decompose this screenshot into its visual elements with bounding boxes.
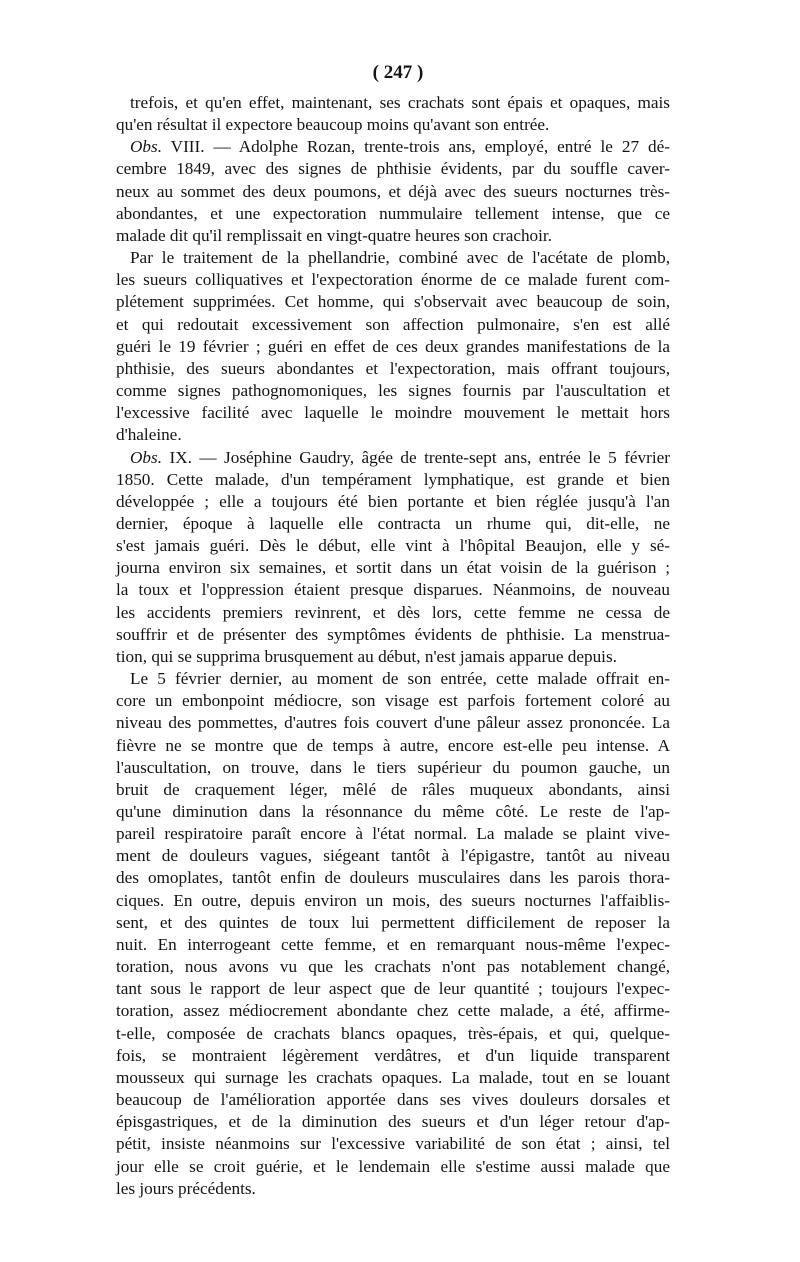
line-text: qu'une diminution dans la résonnance du même côté. Le reste de l'ap-: [116, 802, 670, 821]
text-line: [116, 158, 670, 180]
text-line: [116, 336, 670, 358]
line-text: toration, assez médiocrement abondante chez cette malade, a été, affirme-: [116, 1001, 670, 1021]
line-text: guéri le 19 février ; guéri en effet de ces deux grandes manifestations de la: [116, 336, 670, 356]
line-text: neux au sommet des deux poumons, et déjà avec des sueurs nocturnes très-: [116, 181, 670, 201]
text-line: [116, 712, 670, 734]
observation-label: Obs.: [130, 137, 162, 157]
line-text: IX. — Joséphine Gaudry, âgée de trente-sept ans, entrée le 5 février: [162, 447, 670, 467]
text-line: [116, 801, 670, 823]
text-line: [116, 358, 670, 380]
text-line: [116, 447, 670, 469]
text-line: [116, 380, 670, 402]
text-line: [116, 247, 670, 269]
text-line: [116, 845, 670, 867]
paragraph: [116, 447, 670, 669]
text-line: [116, 535, 670, 557]
text-line: [116, 92, 670, 114]
text-line: [116, 114, 670, 136]
document-page: [116, 58, 670, 1200]
text-line: [116, 890, 670, 912]
line-text: core un embonpoint médiocre, son visage est parfois fortement coloré au: [116, 691, 670, 711]
line-text: Par le traitement de la phellandrie, combiné avec de l'acétate de plomb,: [130, 248, 670, 268]
text-line: [116, 1133, 670, 1155]
text-line: [116, 181, 670, 203]
text-line: [116, 203, 670, 225]
text-line: [116, 513, 670, 535]
line-text: ment de douleurs vagues, siégeant tantôt à l'épigastre, tantôt au niveau: [116, 846, 670, 866]
page-number: ( 247 ): [372, 62, 424, 83]
line-text: souffrir et de présenter des symptômes évidents de phthisie. La menstrua-: [116, 624, 670, 644]
text-line: [116, 491, 670, 513]
line-text: nuit. En interrogeant cette femme, et en remarquant nous-même l'expec-: [116, 934, 670, 954]
line-text: plétement supprimées. Cet homme, qui s'observait avec beaucoup de soin,: [116, 292, 670, 312]
text-line: [116, 1111, 670, 1133]
text-line: [116, 602, 670, 624]
line-text: pétit, insiste néanmoins sur l'excessive variabilité de son état ; ainsi, tel: [116, 1134, 670, 1154]
line-text: bruit de craquement léger, mêlé de râles muqueux abondants, ainsi: [116, 779, 670, 799]
line-text: abondantes, et une expectoration nummulaire tellement intense, que ce: [116, 203, 670, 223]
text-line: [116, 912, 670, 934]
text-line: [116, 978, 670, 1000]
line-text: 1850. Cette malade, d'un tempérament lymphatique, est grande et bien: [116, 469, 670, 489]
text-line: [116, 1089, 670, 1111]
line-text: tant sous le rapport de leur aspect que de leur quantité ; toujours l'expec-: [116, 979, 670, 999]
paragraph: [116, 92, 670, 136]
text-line: [116, 690, 670, 712]
line-text: dernier, époque à laquelle elle contracta un rhume qui, dit-elle, ne: [116, 513, 670, 533]
line-text: beaucoup de l'amélioration apportée dans ses vives douleurs dorsales et: [116, 1090, 670, 1110]
line-text: Le 5 février dernier, au moment de son entrée, cette malade offrait en-: [130, 669, 670, 689]
line-text: la toux et l'oppression étaient presque disparues. Néanmoins, de nouveau: [116, 580, 670, 600]
body-text: [116, 92, 670, 1200]
text-line: [116, 823, 670, 845]
paragraph: [116, 247, 670, 446]
text-line: [116, 668, 670, 690]
line-text: toration, nous avons vu que les crachats n'ont pas notablement changé,: [116, 957, 670, 977]
text-line: [116, 646, 670, 668]
line-text: t-elle, composée de crachats blancs opaques, très-épais, et qui, quelque-: [116, 1023, 670, 1043]
line-text: ciques. En outre, depuis environ un mois, des sueurs nocturnes l'affaiblis-: [116, 890, 670, 910]
text-line: [116, 735, 670, 757]
paragraph: [116, 668, 670, 1200]
paragraph: [116, 136, 670, 247]
line-text: cembre 1849, avec des signes de phthisie évidents, par du souffle caver-: [116, 159, 670, 179]
line-text: journa environ six semaines, et sortit dans un état voisin de la guérison ;: [116, 558, 670, 578]
line-text: l'auscultation, on trouve, dans le tiers supérieur du poumon gauche, un: [116, 757, 670, 777]
observation-label: Obs.: [130, 447, 162, 467]
line-text: et qui redoutait excessivement son affection pulmonaire, s'en est allé: [116, 314, 670, 334]
text-line: [116, 757, 670, 779]
text-line: [116, 624, 670, 646]
line-text: épisgastriques, et de la diminution des sueurs et d'un léger retour d'ap-: [116, 1112, 670, 1132]
line-text: d'haleine.: [116, 425, 182, 445]
line-text: niveau des pommettes, d'autres fois couvert d'une pâleur assez prononcée. La: [116, 713, 670, 733]
line-text: développée ; elle a toujours été bien portante et bien réglée jusqu'à l'an: [116, 491, 670, 511]
line-text: tion, qui se supprima brusquement au début, n'est jamais apparue depuis.: [116, 646, 617, 666]
line-text: jour elle se croit guérie, et le lendemain elle s'estime aussi malade que: [116, 1156, 670, 1176]
text-line: [116, 314, 670, 336]
line-text: comme signes pathognomoniques, les signes fournis par l'auscultation et: [116, 381, 670, 401]
text-line: [116, 1156, 670, 1178]
line-text: l'excessive facilité avec laquelle le moindre mouvement le mettait hors: [116, 403, 670, 423]
text-line: [116, 269, 670, 291]
line-text: des omoplates, tantôt enfin de douleurs musculaires dans les parois thora-: [116, 868, 670, 888]
text-line: [116, 402, 670, 424]
line-text: fois, se montraient légèrement verdâtres, et d'un liquide transparent: [116, 1045, 670, 1065]
line-text: pareil respiratoire paraît encore à l'état normal. La malade se plaint vive-: [116, 824, 670, 844]
text-line: [116, 579, 670, 601]
text-line: [116, 934, 670, 956]
text-line: [116, 291, 670, 313]
line-text: sent, et des quintes de toux lui permettent difficilement de reposer la: [116, 912, 670, 932]
line-text: s'est jamais guéri. Dès le début, elle vint à l'hôpital Beaujon, elle y sé-: [116, 536, 670, 556]
text-line: [116, 424, 670, 446]
line-text: les jours précédents.: [116, 1178, 256, 1198]
text-line: [116, 779, 670, 801]
text-line: [116, 1067, 670, 1089]
line-text: mousseux qui surnage les crachats opaques. La malade, tout en se louant: [116, 1067, 670, 1087]
text-line: [116, 136, 670, 158]
text-line: [116, 1045, 670, 1067]
line-text: VIII. — Adolphe Rozan, trente-trois ans, employé, entré le 27 dé-: [162, 137, 670, 157]
text-line: [116, 1000, 670, 1022]
text-line: [116, 956, 670, 978]
line-text: fièvre ne se montre que de temps à autre, encore est-elle peu intense. A: [116, 735, 670, 755]
line-text: les accidents premiers revinrent, et dès lors, cette femme ne cessa de: [116, 602, 670, 622]
line-text: phthisie, des sueurs abondantes et l'expectoration, mais offrant toujours,: [116, 358, 670, 378]
text-line: [116, 557, 670, 579]
text-line: [116, 867, 670, 889]
line-text: les sueurs colliquatives et l'expectoration énorme de ce malade furent com-: [116, 270, 670, 290]
text-line: [116, 1178, 670, 1200]
line-text: qu'en résultat il expectore beaucoup moins qu'avant son entrée.: [116, 115, 550, 135]
text-line: [116, 469, 670, 491]
line-text: trefois, et qu'en effet, maintenant, ses crachats sont épais et opaques, mais: [130, 93, 670, 112]
text-line: [116, 225, 670, 247]
line-text: malade dit qu'il remplissait en vingt-quatre heures son crachoir.: [116, 225, 552, 245]
text-line: [116, 1023, 670, 1045]
